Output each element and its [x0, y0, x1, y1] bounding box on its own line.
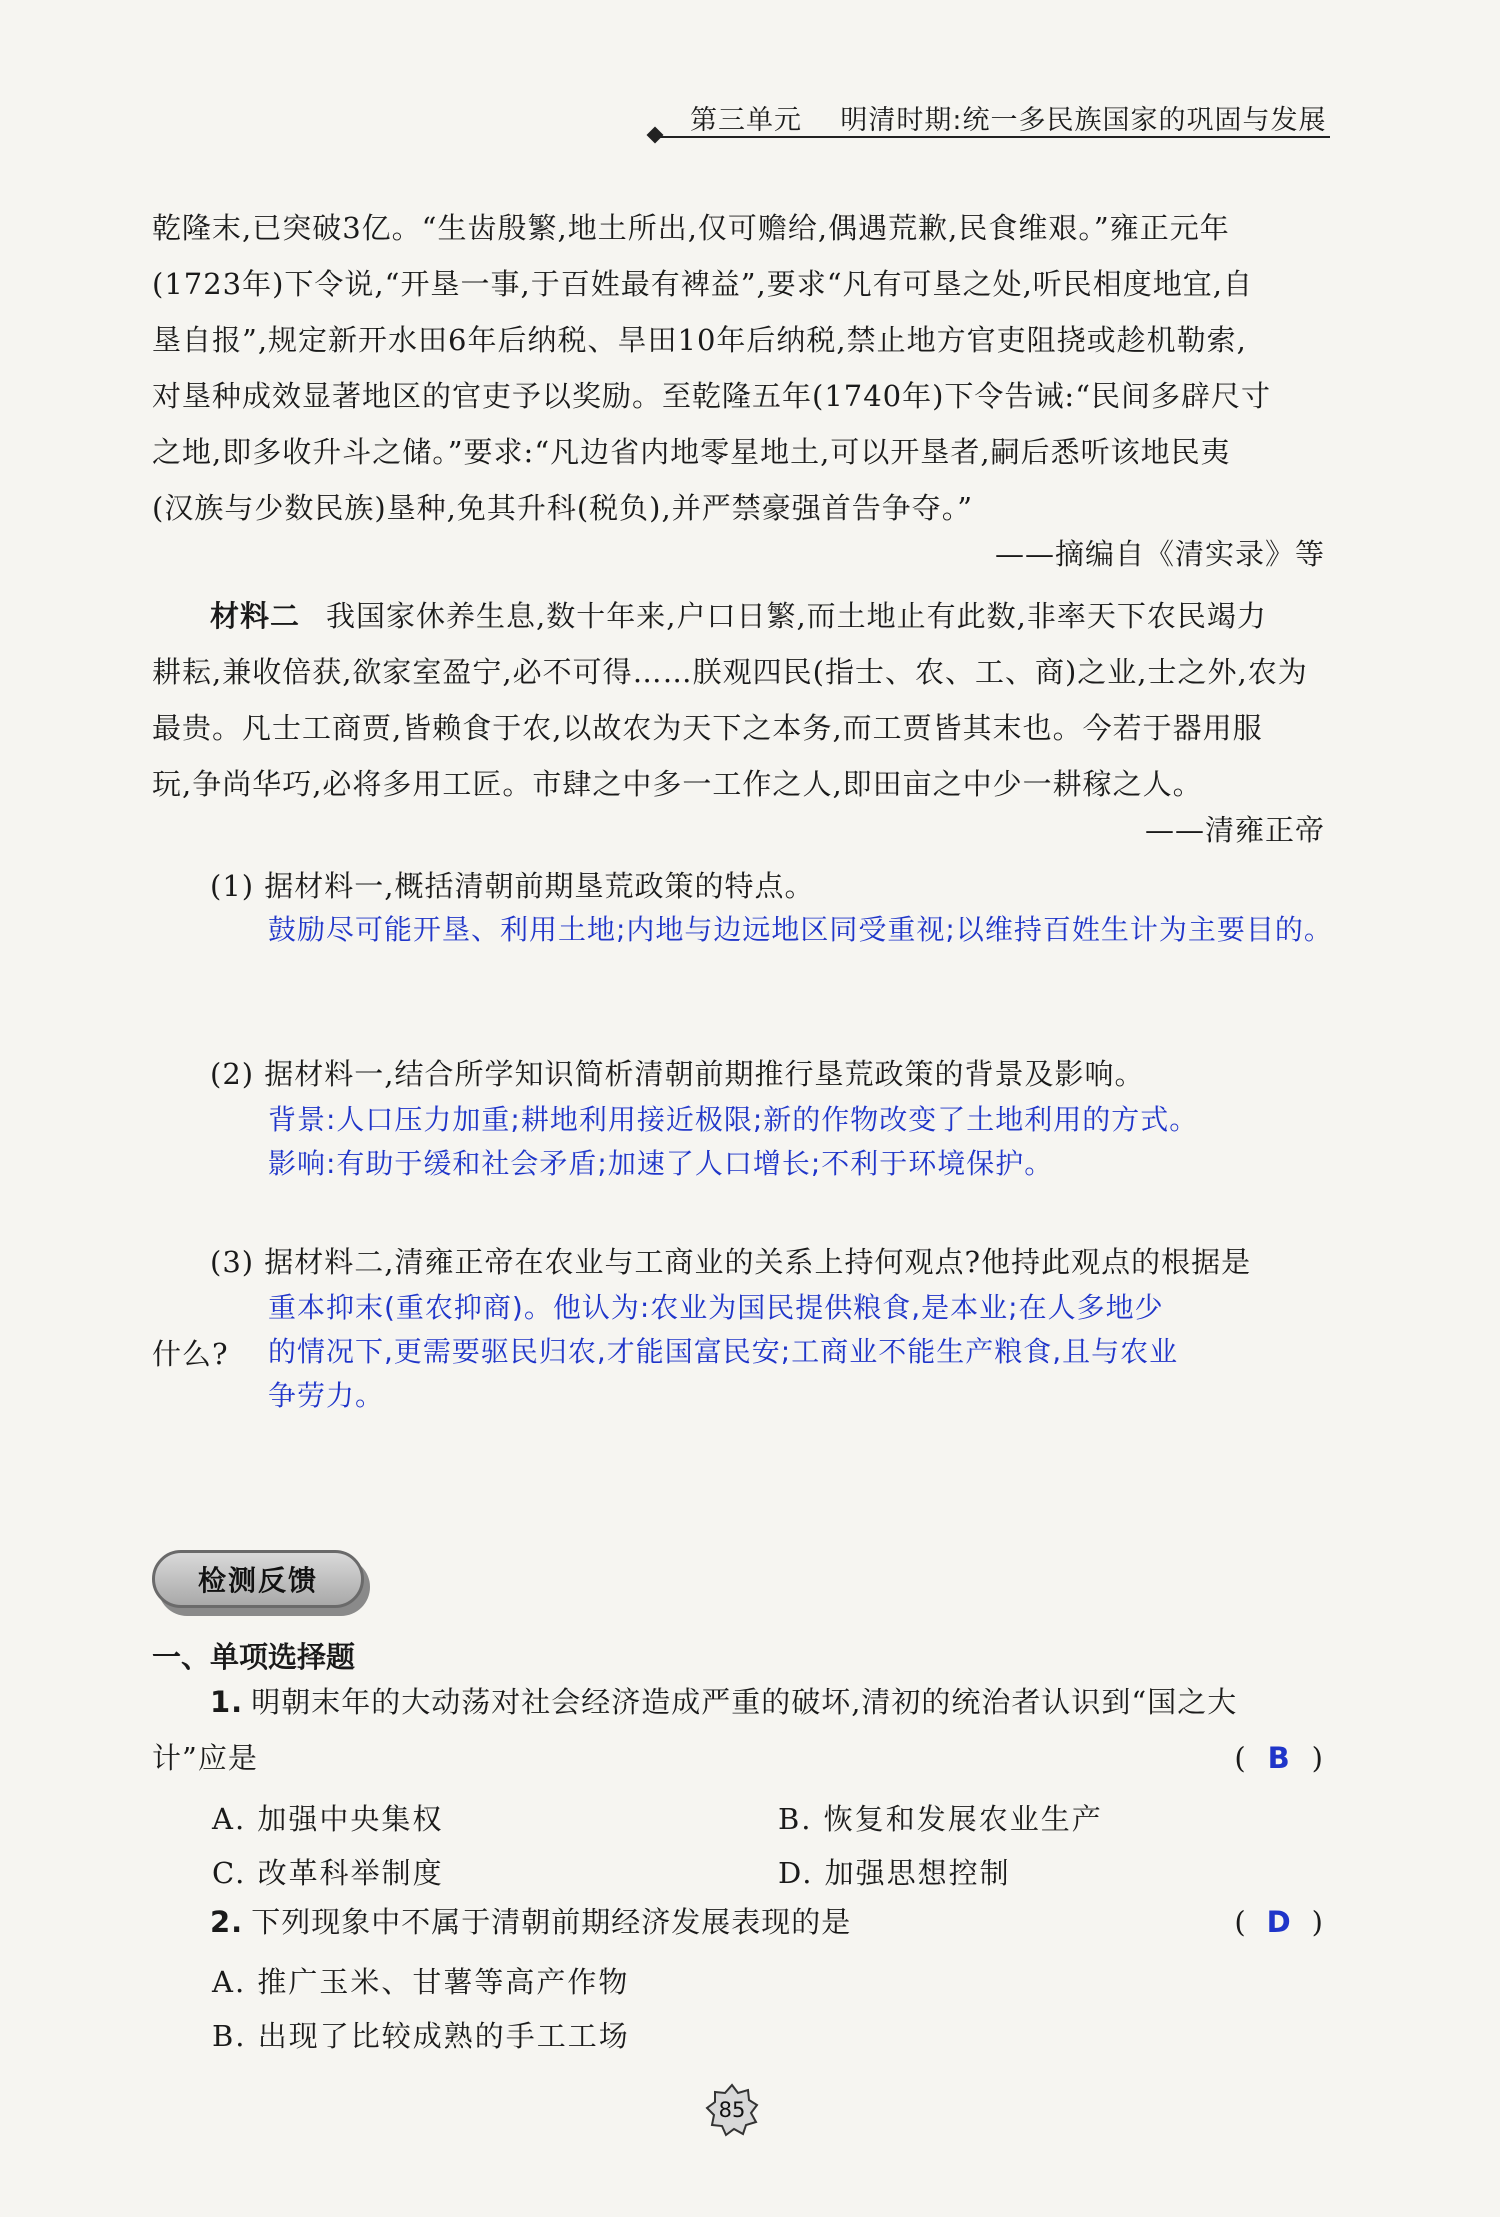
question-3: (3) 据材料二,清雍正帝在农业与工商业的关系上持何观点?他持此观点的根据是 — [210, 1245, 1252, 1279]
answer-line: 争劳力。 — [268, 1379, 385, 1412]
mcq-1-option-d: D. 加强思想控制 — [778, 1856, 1011, 1890]
question-2: (2) 据材料一,结合所学知识简析清朝前期推行垦荒政策的背景及影响。 — [210, 1057, 1145, 1091]
material-two-source: ——清雍正帝 — [1144, 813, 1325, 847]
answer-2 — [268, 1098, 1358, 1186]
mcq-1-stem-line: 明朝末年的大动荡对社会经济造成严重的破坏,清初的统治者认识到“国之大 — [251, 1685, 1238, 1719]
mcq-2-answer-letter: D — [1266, 1905, 1293, 1939]
page-number-badge — [705, 2083, 759, 2137]
mcq-2-answer: ( D ) — [1234, 1905, 1325, 1939]
material-one-line: (汉族与少数民族)垦种,免其升科(税负),并严禁豪强首告争夺。” — [152, 491, 974, 525]
mcq-1-stem — [152, 1674, 1327, 1730]
answer-1 — [268, 908, 1358, 952]
unit-label: 第三单元 — [690, 105, 802, 136]
answer-line: 鼓励尽可能开垦、利用土地;内地与边远地区同受重视;以维持百姓生计为主要目的。 — [268, 913, 1333, 946]
material-one-source: ——摘编自《清实录》等 — [994, 537, 1325, 571]
mcq-2-option-b: B. 出现了比较成熟的手工工场 — [212, 2019, 630, 2053]
material-one-line: (1723年)下令说,“开垦一事,于百姓最有裨益”,要求“凡有可垦之处,听民相度地宜,自 — [152, 267, 1254, 301]
mcq-1-number: 1. — [210, 1685, 244, 1719]
material-one-line: 垦自报”,规定新开水田6年后纳税、旱田10年后纳税,禁止地方官吏阻挠或趁机勒索, — [152, 323, 1247, 357]
section-heading: 一、单项选择题 — [152, 1640, 356, 1674]
mcq-1-answer-letter: B — [1267, 1741, 1292, 1775]
answer-line: 影响:有助于缓和社会矛盾;加速了人口增长;不利于环境保护。 — [268, 1147, 1054, 1180]
running-header — [690, 98, 1330, 137]
material-two-line: 我国家休养生息,数十年来,户口日繁,而土地止有此数,非率天下农民竭力 — [326, 599, 1267, 633]
mcq-1-stem-cont: 计”应是 — [152, 1741, 258, 1775]
mcq-1-answer: ( B ) — [1234, 1741, 1325, 1775]
header-rule — [660, 136, 1330, 138]
answer-3 — [268, 1286, 1358, 1418]
mcq-1-option-a: A. 加强中央集权 — [212, 1802, 444, 1836]
section-badge: 检测反馈 — [152, 1550, 364, 1608]
material-two-label: 材料二 — [210, 599, 301, 633]
mcq-2-option-a: A. 推广玉米、甘薯等高产作物 — [212, 1965, 630, 1999]
answer-line: 背景:人口压力加重;耕地利用接近极限;新的作物改变了土地利用的方式。 — [268, 1103, 1199, 1136]
material-two-line: 耕耘,兼收倍获,欲家室盈宁,必不可得……朕观四民(指士、农、工、商)之业,士之外,农为 — [152, 655, 1308, 689]
mcq-2-stem-line: 下列现象中不属于清朝前期经济发展表现的是 — [251, 1905, 852, 1939]
question-3-tail: 什么? — [152, 1337, 229, 1371]
material-one-text — [152, 200, 1327, 536]
answer-line: 重本抑末(重农抑商)。他认为:农业为国民提供粮食,是本业;在人多地少 — [268, 1291, 1164, 1324]
mcq-1-option-c: C. 改革科举制度 — [212, 1856, 444, 1890]
mcq-2-number: 2. — [210, 1905, 244, 1939]
answer-line: 的情况下,更需要驱民归农,才能国富民安;工商业不能生产粮食,且与农业 — [268, 1335, 1179, 1368]
mcq-1-option-b: B. 恢复和发展农业生产 — [778, 1802, 1103, 1836]
material-two-text — [152, 588, 1327, 812]
material-one-line: 乾隆末,已突破3亿。“生齿殷繁,地土所出,仅可赡给,偶遇荒歉,民食维艰。”雍正元年 — [152, 211, 1230, 245]
material-two-line: 玩,争尚华巧,必将多用工匠。市肆之中多一工作之人,即田亩之中少一耕稼之人。 — [152, 767, 1203, 801]
header-diamond-icon — [647, 127, 664, 144]
question-1: (1) 据材料一,概括清朝前期垦荒政策的特点。 — [210, 869, 815, 903]
page-number: 85 — [718, 2098, 746, 2122]
material-one-line: 对垦种成效显著地区的官吏予以奖励。至乾隆五年(1740年)下令告诫:“民间多辟尺寸 — [152, 379, 1272, 413]
unit-title: 明清时期:统一多民族国家的巩固与发展 — [840, 105, 1327, 136]
material-one-line: 之地,即多收升斗之储。”要求:“凡边省内地零星地土,可以开垦者,嗣后悉听该地民夷 — [152, 435, 1231, 469]
mcq-2-stem — [152, 1894, 1327, 1950]
material-two-line: 最贵。凡士工商贾,皆赖食于农,以故农为天下之本务,而工贾皆其末也。今若于器用服 — [152, 711, 1263, 745]
